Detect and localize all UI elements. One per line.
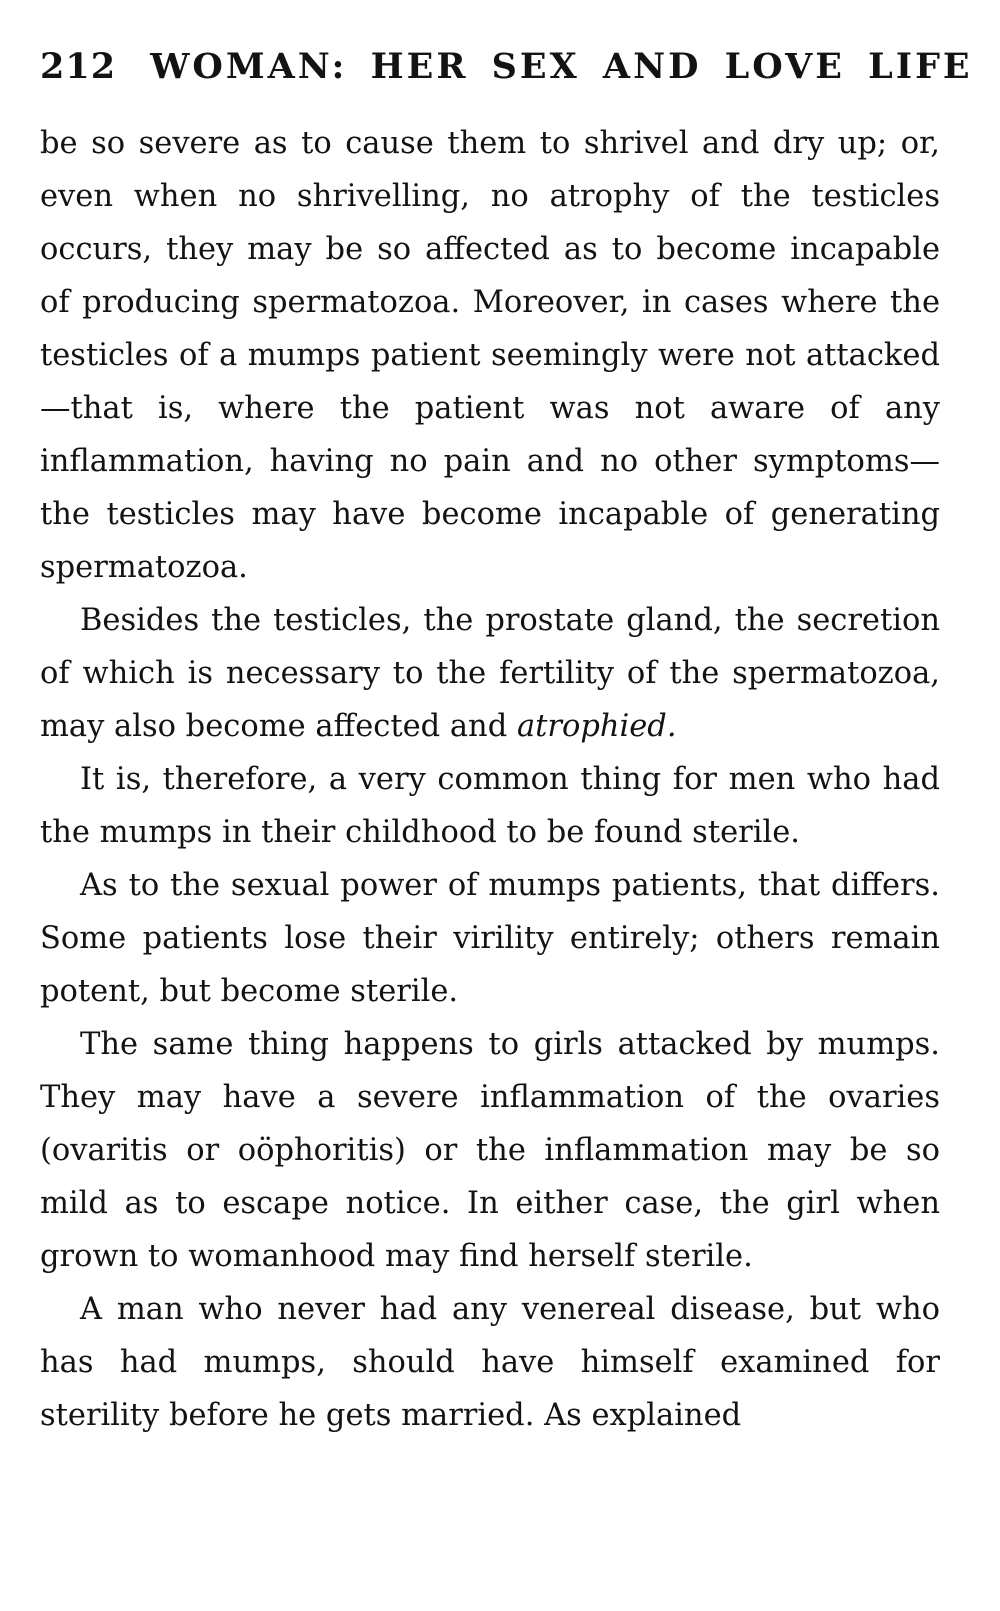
paragraph-text: Besides the testicles, the prostate gland, the secretion of which is necessary to the fertility of the spermatozoa, may also become affected and [40, 603, 940, 744]
paragraph: be so severe as to cause them to shrivel and dry up; or, even when no shrivelling, no atrophy of the testicles occurs, they may be so affected as to become incapable of producing spermatozoa. Moreover, in cases where the testicles of a mumps patient seemingly were not attacked—that is, where the patient was not aware of any inflammation, having no pain and no other symptoms—the testicles may have become incapable of generating spermatozoa. [40, 126, 940, 585]
paragraph: As to the sexual power of mumps patients, that differs. Some patients lose their virility entirely; others remain potent, but become sterile. [40, 868, 940, 1009]
page-body [40, 117, 940, 1442]
paragraph: A man who never had any venereal disease, but who has had mumps, should have himself examined for sterility before he gets married. As explained [40, 1292, 940, 1433]
paragraph: The same thing happens to girls attacked by mumps. They may have a severe inflammation of the ovaries (ovaritis or oöphoritis) or the inflammation may be so mild as to escape notice. In either case, the girl when grown to womanhood may find herself sterile. [40, 1027, 940, 1274]
page-number: 212 [40, 46, 117, 87]
page-header [40, 46, 973, 87]
running-head-title: WOMAN: HER SEX AND LOVE LIFE [150, 46, 973, 87]
paragraph [40, 594, 940, 753]
paragraph: It is, therefore, a very common thing for men who had the mumps in their childhood to be found sterile. [40, 762, 940, 850]
italic-word: atrophied. [516, 709, 677, 744]
